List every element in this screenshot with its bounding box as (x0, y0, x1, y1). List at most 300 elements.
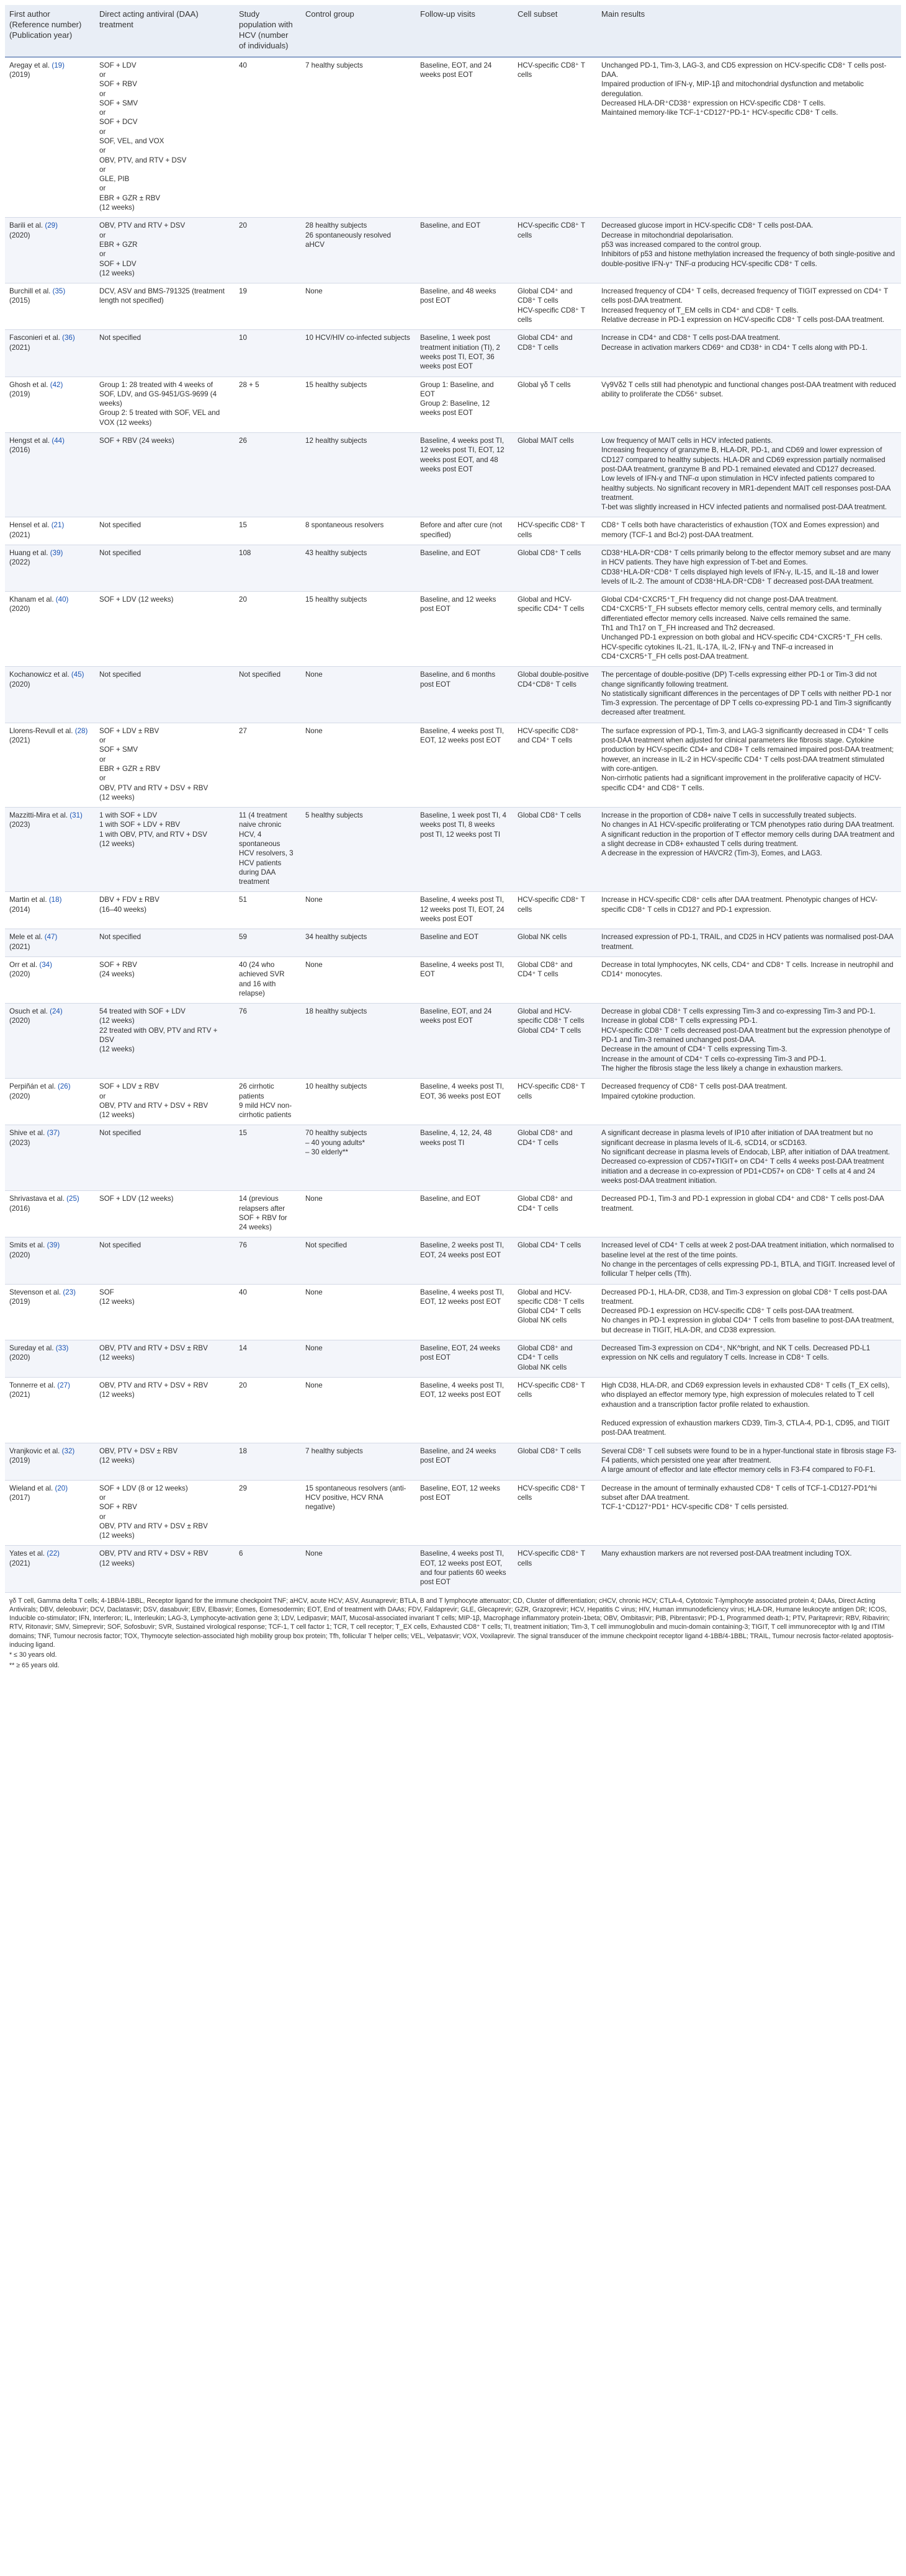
cell-main-results: Increased expression of PD-1, TRAIL, and CD25 in HCV patients was normalised post-DAA treatment. (597, 929, 901, 957)
author-name: Sureday et al. (9, 1344, 54, 1353)
table-body (5, 57, 901, 1592)
cell-author (5, 1191, 95, 1237)
reference-link[interactable]: (32) (61, 1446, 75, 1455)
author-name: Kochanowicz et al. (9, 671, 70, 679)
table-row (5, 377, 901, 432)
cell-author (5, 1377, 95, 1443)
table-row (5, 667, 901, 723)
cell-cell-subset: HCV-specific CD8⁺ and CD4⁺ T cells (513, 723, 597, 807)
reference-link[interactable]: (42) (50, 380, 63, 389)
publication-year: (2019) (9, 1297, 30, 1306)
footnote: ** ≥ 65 years old. (9, 1661, 60, 1669)
cell-study-population: 76 (235, 1237, 301, 1284)
cell-author (5, 330, 95, 377)
cell-daa-treatment: DBV + FDV ± RBV (16–40 weeks) (95, 892, 235, 929)
reference-link[interactable]: (22) (47, 1549, 60, 1558)
table-row (5, 956, 901, 1003)
cell-follow-up: Baseline, and EOT (416, 545, 513, 591)
cell-control-group: 15 healthy subjects (301, 592, 416, 667)
cell-author (5, 283, 95, 330)
cell-study-population: 40 (235, 1284, 301, 1340)
publication-year: (2021) (9, 1391, 30, 1399)
cell-author (5, 1443, 95, 1480)
cell-daa-treatment: Not specified (95, 1125, 235, 1191)
table-row (5, 1480, 901, 1546)
author-name: Ghosh et al. (9, 380, 48, 389)
author-name: Osuch et al. (9, 1007, 48, 1016)
column-header-author: First author (Reference number) (Publication year) (5, 5, 95, 57)
publication-year: (2023) (9, 821, 30, 829)
cell-author (5, 929, 95, 957)
publication-year: (2021) (9, 736, 30, 745)
reference-link[interactable]: (33) (55, 1344, 69, 1353)
cell-follow-up: Baseline, 4, 12, 24, 48 weeks post TI (416, 1125, 513, 1191)
table-container (5, 0, 901, 1670)
cell-follow-up: Baseline, 2 weeks post TI, EOT, 24 weeks post EOT (416, 1237, 513, 1284)
cell-main-results: The percentage of double-positive (DP) T-cells expressing either PD-1 or Tim-3 did not change significantly following treatment. No statistically significant differences in the percentages of DP T cells with neither PD-1 nor Tim-3 expression. The percentage of DP T cells co-expressing PD-1 and Tim-3 significantly decreased after treatment. (597, 667, 901, 723)
table-row (5, 1237, 901, 1284)
publication-year: (2019) (9, 390, 30, 398)
cell-author (5, 956, 95, 1003)
cell-cell-subset: Global double-positive CD4⁺CD8⁺ T cells (513, 667, 597, 723)
author-name: Burchill et al. (9, 287, 51, 296)
cell-study-population: 108 (235, 545, 301, 591)
cell-control-group: 18 healthy subjects (301, 1004, 416, 1079)
publication-year: (2019) (9, 1456, 30, 1465)
author-name: Llorens-Revull et al. (9, 726, 73, 735)
cell-follow-up: Baseline, and 12 weeks post EOT (416, 592, 513, 667)
publication-year: (2020) (9, 1017, 30, 1025)
cell-main-results: Increased level of CD4⁺ T cells at week 2 post-DAA treatment initiation, which normalised to baseline level at the rest of the time points. No change in the percentages of cells expressing PD-1, BTLA, and TIGIT. Increased level of follicular T helper cells (Tfh). (597, 1237, 901, 1284)
cell-control-group: None (301, 1284, 416, 1340)
publication-year: (2023) (9, 1138, 30, 1147)
author-name: Hensel et al. (9, 521, 50, 530)
cell-author (5, 57, 95, 218)
cell-follow-up: Baseline and EOT (416, 929, 513, 957)
cell-study-population: 40 (235, 57, 301, 218)
cell-study-population: 76 (235, 1004, 301, 1079)
table-row (5, 218, 901, 283)
reference-link[interactable]: (27) (57, 1381, 70, 1389)
cell-control-group: 43 healthy subjects (301, 545, 416, 591)
cell-daa-treatment: SOF + LDV (8 or 12 weeks) or SOF + RBV or OBV, PTV and RTV + DSV ± RBV (12 weeks) (95, 1480, 235, 1546)
cell-follow-up: Baseline, EOT, and 24 weeks post EOT (416, 57, 513, 218)
cell-control-group: 28 healthy subjects 26 spontaneously resolved aHCV (301, 218, 416, 283)
cell-study-population: 18 (235, 1443, 301, 1480)
column-header-daa: Direct acting antiviral (DAA) treatment (95, 5, 235, 57)
cell-cell-subset: Global CD8⁺ and CD4⁺ T cells (513, 956, 597, 1003)
reference-link[interactable]: (29) (45, 221, 58, 230)
cell-follow-up: Baseline, 1 week post treatment initiation (TI), 2 weeks post TI, EOT, 36 weeks post EOT (416, 330, 513, 377)
cell-follow-up: Baseline, 4 weeks post TI, 12 weeks post TI, EOT, 12 weeks post EOT, and 48 weeks post EOT (416, 433, 513, 517)
cell-control-group: None (301, 723, 416, 807)
author-name: Stevenson et al. (9, 1288, 61, 1296)
author-name: Aregay et al. (9, 61, 50, 69)
cell-cell-subset: HCV-specific CD8⁺ T cells (513, 892, 597, 929)
table-row (5, 1004, 901, 1079)
reference-link[interactable]: (31) (70, 811, 83, 820)
cell-main-results: Low frequency of MAIT cells in HCV infected patients. Increasing frequency of granzyme B, HLA-DR, PD-1, and CD69 and lower expression of CD127 compared to healthy subjects. HLA-DR and CD69 expression partially normalised post-DAA treatment, granzyme B and PD-1 remained elevated and CD127 decreased. Low levels of IFN-γ and TNF-α upon stimulation in HCV infected patients compared to healthy subjects. No significant recovery in MR1-dependent MAIT cell responses post-DAA treatment. T-bet was slightly increased in HCV infected patients and normalised post-DAA treatment. (597, 433, 901, 517)
cell-author (5, 1004, 95, 1079)
cell-author (5, 545, 95, 591)
cell-daa-treatment: OBV, PTV and RTV + DSV or EBR + GZR or SOF + LDV (12 weeks) (95, 218, 235, 283)
author-name: Mazzitti-Mira et al. (9, 811, 68, 820)
cell-main-results: Vγ9Vδ2 T cells still had phenotypic and functional changes post-DAA treatment with reduced ability to proliferate the CD56⁺ subset. (597, 377, 901, 432)
table-row (5, 1191, 901, 1237)
cell-study-population: 20 (235, 1377, 301, 1443)
column-header-followup: Follow-up visits (416, 5, 513, 57)
cell-follow-up: Baseline, 4 weeks post TI, EOT, 12 weeks post EOT (416, 1284, 513, 1340)
author-name: Tonnerre et al. (9, 1381, 56, 1389)
author-name: Shrivastava et al. (9, 1195, 65, 1203)
table-row (5, 808, 901, 892)
cell-main-results: High CD38, HLA-DR, and CD69 expression levels in exhausted CD8⁺ T cells (T_EX cells), who displayed an effector memory type, high expression of molecules related to T cell exhaustion and a transcription factor profile related to exhaustion. Reduced expression of exhaustion markers CD39, Tim-3, CTLA-4, PD-1, CD95, and TIGIT post-DAA treatment. (597, 1377, 901, 1443)
table-row (5, 592, 901, 667)
table-row (5, 545, 901, 591)
author-name: Huang et al. (9, 548, 48, 557)
cell-daa-treatment: SOF + LDV ± RBV or SOF + SMV or EBR + GZR ± RBV or OBV, PTV and RTV + DSV + RBV (12 weeks) (95, 723, 235, 807)
author-name: Martin et al. (9, 896, 47, 904)
cell-author (5, 723, 95, 807)
reference-link[interactable]: (25) (66, 1195, 79, 1203)
cell-control-group: 70 healthy subjects – 40 young adults* – 30 elderly** (301, 1125, 416, 1191)
table-row (5, 1340, 901, 1378)
cell-daa-treatment: SOF + LDV ± RBV or OBV, PTV and RTV + DSV + RBV (12 weeks) (95, 1079, 235, 1125)
author-name: Fasconieri et al. (9, 334, 60, 342)
cell-control-group: None (301, 1191, 416, 1237)
cell-daa-treatment: OBV, PTV + DSV ± RBV (12 weeks) (95, 1443, 235, 1480)
reference-link[interactable]: (37) (47, 1129, 60, 1138)
publication-year: (2020) (9, 605, 30, 613)
cell-study-population: 40 (24 who achieved SVR and 16 with relapse) (235, 956, 301, 1003)
publication-year: (2020) (9, 1092, 30, 1100)
cell-study-population: 6 (235, 1546, 301, 1592)
reference-link[interactable]: (26) (58, 1082, 71, 1091)
cell-study-population: 28 + 5 (235, 377, 301, 432)
cell-study-population: 20 (235, 592, 301, 667)
reference-link[interactable]: (24) (50, 1007, 63, 1016)
cell-author (5, 1284, 95, 1340)
cell-control-group: 34 healthy subjects (301, 929, 416, 957)
cell-author (5, 433, 95, 517)
table-header-row (5, 5, 901, 57)
cell-author (5, 1480, 95, 1546)
publication-year: (2021) (9, 1559, 30, 1567)
table-row (5, 1377, 901, 1443)
cell-main-results: Decreased glucose import in HCV-specific CD8⁺ T cells post-DAA. Decrease in mitochondrial depolarisation. p53 was increased compared to the control group. Inhibitors of p53 and histone methylation increased the frequency of both single-positive and double-positive IFN-γ⁺ TNF-α producing HCV-specific CD8⁺ T cells. (597, 218, 901, 283)
cell-author (5, 592, 95, 667)
cell-cell-subset: HCV-specific CD8⁺ T cells (513, 517, 597, 545)
publication-year: (2019) (9, 70, 30, 79)
cell-cell-subset: Global CD8⁺ and CD4⁺ T cells (513, 1191, 597, 1237)
cell-author (5, 1340, 95, 1378)
author-name: Yates et al. (9, 1549, 45, 1558)
cell-study-population: 10 (235, 330, 301, 377)
cell-study-population: 15 (235, 1125, 301, 1191)
cell-author (5, 1237, 95, 1284)
table-row (5, 433, 901, 517)
table-row (5, 1284, 901, 1340)
table-row (5, 929, 901, 957)
cell-study-population: 26 cirrhotic patients 9 mild HCV non-cirrhotic patients (235, 1079, 301, 1125)
cell-daa-treatment: Not specified (95, 545, 235, 591)
cell-author (5, 1125, 95, 1191)
cell-daa-treatment: Not specified (95, 929, 235, 957)
cell-daa-treatment: SOF + RBV (24 weeks) (95, 956, 235, 1003)
table-row (5, 1443, 901, 1480)
cell-cell-subset: Global CD8⁺ T cells (513, 808, 597, 892)
cell-main-results: Several CD8⁺ T cell subsets were found to be in a hyper-functional state in fibrosis stage F3-F4 patients, which persisted one year after treatment. A large amount of effector and late effector memory cells in F3-F4 compared to F0-F1. (597, 1443, 901, 1480)
cell-daa-treatment: SOF + LDV (12 weeks) (95, 592, 235, 667)
cell-control-group: None (301, 1546, 416, 1592)
cell-control-group: 10 HCV/HIV co-infected subjects (301, 330, 416, 377)
cell-main-results: CD38⁺HLA-DR⁺CD8⁺ T cells primarily belong to the effector memory subset and are many in HCV patients. They have high expression of T-bet and Eomes. CD38⁺HLA-DR⁺CD8⁺ T cells displayed high levels of IFN-γ, IL-15, and IL-18 and lower levels of IL-2. The amount of CD38⁺HLA-DR⁺CD8⁺ T decreased post-DAA treatment. (597, 545, 901, 591)
table-footnotes (5, 1593, 901, 1670)
cell-control-group: None (301, 1340, 416, 1378)
cell-main-results: Increase in HCV-specific CD8⁺ cells after DAA treatment. Phenotypic changes of HCV-specific CD8⁺ T cells in CD127 and PD-1 expression. (597, 892, 901, 929)
cell-control-group: 12 healthy subjects (301, 433, 416, 517)
cell-study-population: 14 (previous relapsers after SOF + RBV for 24 weeks) (235, 1191, 301, 1237)
cell-main-results: Many exhaustion markers are not reversed post-DAA treatment including TOX. (597, 1546, 901, 1592)
reference-link[interactable]: (35) (52, 287, 66, 296)
cell-daa-treatment: Group 1: 28 treated with 4 weeks of SOF, LDV, and GS-9451/GS-9699 (4 weeks) Group 2: 5 treated with SOF, VEL and VOX (12 weeks) (95, 377, 235, 432)
publication-year: (2020) (9, 680, 30, 689)
cell-follow-up: Baseline, EOT, 12 weeks post EOT (416, 1480, 513, 1546)
author-name: Barili et al. (9, 221, 43, 230)
author-name: Shive et al. (9, 1129, 45, 1138)
cell-main-results: Global CD4⁺CXCR5⁺T_FH frequency did not change post-DAA treatment. CD4⁺CXCR5⁺T_FH subsets effector memory cells, central memory cells, and terminally differentiated effector memory cells increased. Naive cells remained the same. Th1 and Th17 on T_FH increased and Th2 decreased. Unchanged PD-1 expression on both global and HCV-specific CD4⁺CXCR5⁺T_FH cells. HCV-specific cytokines IL-21, IL-17A, IL-2, IFN-γ and TNF-α increased in CD4⁺CXCR5⁺T_FH cells post-DAA treatment. (597, 592, 901, 667)
cell-control-group: Not specified (301, 1237, 416, 1284)
author-name: Orr et al. (9, 960, 38, 969)
cell-follow-up: Baseline, 4 weeks post TI, EOT, 36 weeks post EOT (416, 1079, 513, 1125)
cell-study-population: 19 (235, 283, 301, 330)
cell-cell-subset: HCV-specific CD8⁺ T cells (513, 1377, 597, 1443)
cell-main-results: Increase in the proportion of CD8+ naive T cells in successfully treated subjects. No changes in A1 HCV-specific proliferating or TCM phenotypes ratio during DAA treatment. A significant reduction in the proportion of T effector memory cells during DAA treatment and a slight decrease in CD8+ exhausted T cells during treatment. A decrease in the expression of HAVCR2 (Tim-3), Eomes, and LAG3. (597, 808, 901, 892)
cell-daa-treatment: OBV, PTV and RTV + DSV + RBV (12 weeks) (95, 1377, 235, 1443)
cell-follow-up: Baseline, 1 week post TI, 4 weeks post TI, 8 weeks post TI, 12 weeks post TI (416, 808, 513, 892)
reference-link[interactable]: (19) (52, 61, 65, 69)
reference-link[interactable]: (45) (71, 671, 84, 679)
cell-study-population: 15 (235, 517, 301, 545)
reference-link[interactable]: (21) (51, 521, 65, 530)
cell-cell-subset: Global CD8⁺ and CD4⁺ T cells (513, 1125, 597, 1191)
cell-cell-subset: HCV-specific CD8⁺ T cells (513, 218, 597, 283)
column-header-control: Control group (301, 5, 416, 57)
cell-cell-subset: Global CD4⁺ and CD8⁺ T cells (513, 330, 597, 377)
table-row (5, 723, 901, 807)
cell-follow-up: Group 1: Baseline, and EOT Group 2: Baseline, 12 weeks post EOT (416, 377, 513, 432)
cell-study-population: 29 (235, 1480, 301, 1546)
cell-cell-subset: Global and HCV-specific CD4⁺ T cells (513, 592, 597, 667)
reference-link[interactable]: (34) (39, 960, 52, 969)
table-row (5, 283, 901, 330)
cell-main-results: Decreased PD-1, Tim-3 and PD-1 expression in global CD4⁺ and CD8⁺ T cells post-DAA treatment. (597, 1191, 901, 1237)
cell-cell-subset: HCV-specific CD8⁺ T cells (513, 57, 597, 218)
cell-daa-treatment: OBV, PTV and RTV + DSV ± RBV (12 weeks) (95, 1340, 235, 1378)
table-row (5, 57, 901, 218)
cell-control-group: 15 healthy subjects (301, 377, 416, 432)
cell-main-results: Increase in CD4⁺ and CD8⁺ T cells post-DAA treatment. Decrease in activation markers CD69⁺ and CD38⁺ in CD4⁺ T cells along with PD-1. (597, 330, 901, 377)
cell-daa-treatment: SOF + LDV or SOF + RBV or SOF + SMV or SOF + DCV or SOF, VEL, and VOX or OBV, PTV, and RTV + DSV or GLE, PIB or EBR + GZR ± RBV (12 weeks) (95, 57, 235, 218)
cell-control-group: 10 healthy subjects (301, 1079, 416, 1125)
cell-control-group: 8 spontaneous resolvers (301, 517, 416, 545)
cell-main-results: Increased frequency of CD4⁺ T cells, decreased frequency of TIGIT expressed on CD4⁺ T cells post-DAA treatment. Increased frequency of T_EM cells in CD4⁺ and CD8⁺ T cells. Relative decrease in PD-1 expression on HCV-specific CD8⁺ T cells post-DAA treatment. (597, 283, 901, 330)
cell-cell-subset: Global MAIT cells (513, 433, 597, 517)
cell-study-population: 11 (4 treatment naive chronic HCV, 4 spontaneous HCV resolvers, 3 HCV patients during DAA treatment (235, 808, 301, 892)
publication-year: (2020) (9, 970, 30, 979)
cell-follow-up: Baseline, 4 weeks post TI, EOT, 12 weeks post EOT, and four patients 60 weeks post EOT (416, 1546, 513, 1592)
cell-main-results: Decrease in the amount of terminally exhausted CD8⁺ T cells of TCF-1-CD127-PD1^hi subset after DAA treatment. TCF-1⁺CD127⁺PD1⁺ HCV-specific CD8⁺ T cells persisted. (597, 1480, 901, 1546)
cell-study-population: 20 (235, 218, 301, 283)
cell-cell-subset: Global CD4⁺ and CD8⁺ T cells HCV-specific CD8⁺ T cells (513, 283, 597, 330)
cell-main-results: Unchanged PD-1, Tim-3, LAG-3, and CD5 expression on HCV-specific CD8⁺ T cells post-DAA. Impaired production of IFN-γ, MIP-1β and mitochondrial dysfunction and metabolic deregulation. Decreased HLA-DR⁺CD38⁺ expression on HCV-specific CD8⁺ T cells. Maintained memory-like TCF-1⁺CD127⁺PD-1⁺ HCV-specific CD8⁺ T cells. (597, 57, 901, 218)
cell-author (5, 377, 95, 432)
cell-main-results: Decrease in global CD8⁺ T cells expressing Tim-3 and co-expressing Tim-3 and PD-1. Increase in global CD8⁺ T cells expressing PD-1. HCV-specific CD8⁺ T cells decreased post-DAA treatment but the expression phenotype of PD-1 and Tim-3 remained unchanged post-DAA. Decrease in the amount of CD4⁺ T cells expressing Tim-3. Increase in the amount of CD4⁺ T cells co-expressing Tim-3 and PD-1. The higher the fibrosis stage the less likely a change in exhaustion markers. (597, 1004, 901, 1079)
author-name: Perpiñán et al. (9, 1082, 56, 1091)
cell-follow-up: Baseline, and EOT (416, 218, 513, 283)
reference-link[interactable]: (28) (74, 726, 88, 735)
publication-year: (2020) (9, 1353, 30, 1362)
footnote: * ≤ 30 years old. (9, 1651, 57, 1659)
cell-follow-up: Baseline, and 24 weeks post EOT (416, 1443, 513, 1480)
cell-control-group: 5 healthy subjects (301, 808, 416, 892)
cell-cell-subset: Global and HCV-specific CD8⁺ T cells Global CD4⁺ T cells Global NK cells (513, 1284, 597, 1340)
table-row (5, 892, 901, 929)
cell-control-group: 7 healthy subjects (301, 57, 416, 218)
cell-daa-treatment: SOF + LDV (12 weeks) (95, 1191, 235, 1237)
cell-daa-treatment: DCV, ASV and BMS-791325 (treatment length not specified) (95, 283, 235, 330)
publication-year: (2016) (9, 446, 30, 455)
cell-follow-up: Baseline, 4 weeks post TI, EOT, 12 weeks post EOT (416, 1377, 513, 1443)
publication-year: (2014) (9, 905, 30, 914)
cell-main-results: The surface expression of PD-1, Tim-3, and LAG-3 significantly decreased in CD4⁺ T cells post-DAA treatment when adjusted for clinical parameters like fibrosis stage. Cytokine production by HCV-specific CD4+ and CD8+ T cells remained impaired post-DAA treatment; however, an increase in IL-2 in HCV-specific CD4⁺ T cells post-DAA treatment stimulated with core-antigen. Non-cirrhotic patients had a significant improvement in the proliferative capacity of HCV-specific CD4⁺ and CD8⁺ T cells. (597, 723, 901, 807)
reference-link[interactable]: (36) (62, 334, 75, 342)
cell-main-results: CD8⁺ T cells both have characteristics of exhaustion (TOX and Eomes expression) and memory (TCF-1 and Bcl-2) post-DAA treatment. (597, 517, 901, 545)
cell-main-results: Decrease in total lymphocytes, NK cells, CD4⁺ and CD8⁺ T cells. Increase in neutrophil and CD14⁺ monocytes. (597, 956, 901, 1003)
cell-follow-up: Baseline, EOT, 24 weeks post EOT (416, 1340, 513, 1378)
cell-main-results: Decreased frequency of CD8⁺ T cells post-DAA treatment. Impaired cytokine production. (597, 1079, 901, 1125)
cell-control-group: 15 spontaneous resolvers (anti-HCV positive, HCV RNA negative) (301, 1480, 416, 1546)
column-header-population: Study population with HCV (number of individuals) (235, 5, 301, 57)
cell-cell-subset: HCV-specific CD8⁺ T cells (513, 1079, 597, 1125)
cell-control-group: None (301, 956, 416, 1003)
reference-link[interactable]: (23) (63, 1288, 76, 1296)
cell-author (5, 1546, 95, 1592)
publication-year: (2015) (9, 296, 30, 305)
author-name: Mele et al. (9, 933, 43, 942)
publication-year: (2022) (9, 558, 30, 567)
cell-author (5, 1079, 95, 1125)
author-name: Khanam et al. (9, 595, 54, 604)
cell-control-group: None (301, 1377, 416, 1443)
cell-follow-up: Baseline, EOT, and 24 weeks post EOT (416, 1004, 513, 1079)
cell-follow-up: Baseline, 4 weeks post TI, EOT (416, 956, 513, 1003)
footnote: γδ T cell, Gamma delta T cells; 4-1BB/4-1BBL, Receptor ligand for the immune checkpoint TNF; aHCV, acute HCV; ASV, Asunaprevir; BTLA, B and T lymphocyte attenuator; CD, Cluster of differentiation; cHCV, chronic HCV; CTLA-4, Cytotoxic T-lymphocyte associated protein 4; DAAs, Direct Acting Antivirals; DBV, deleobuvir; DCV, Daclatasvir; DSV, dasabuvir; EBV, Elbasvir; Eomes, Eomesodermin; EOT, End of treatment with DAAs; FDV, Faldaprevir; GLE, Glecaprevir; GZR, Grazoprevir; HCV, Hepatitis C virus; HIV, Human immunodeficiency virus; HLA-DR, Humane leukocyte antigen DR; ICOS, Inducible co-stimulator; IFN, Interferon; IL, Interleukin; LAG-3, Lymphocyte-activation gene 3; LDV, Ledipasvir; MAIT, Mucosal-associated invariant T cells; MIP-1β, Macrophage inflammatory protein-1beta; OBV, Ombitasvir; PIB, Pibrentasvir; PD-1, Programmed death-1; PTV, Paritaprevir; RBV, Ribavirin; RTV, Ritonavir; SMV, Simeprevir; SOF, Sofosbuvir; SVR, Sustained virological response; TCF-1, T cell factor 1; TCR, T cell receptor; T_EX cells, Exhausted CD8⁺ T cells; TI, treatment initiation; Tim-3, T cell immunoglobulin and mucin-domain containing-3; TIGIT, T cell immunoreceptor with Ig and ITIM domains; TNF, Tumour necrosis factor; TOX, Thymocyte selection-associated high mobility group box protein; Tfh, follicular T helper cells; VEL, Velpatasvir; VOX, Voxilaprevir. The signal transducer of the immune checkpoint receptor ligand 4-1BB/4-1BBL; TRAIL, Tumour necrosis factor-related apoptosis-inducing ligand. (9, 1597, 894, 1649)
cell-control-group: None (301, 283, 416, 330)
reference-link[interactable]: (39) (50, 548, 63, 557)
reference-link[interactable]: (39) (47, 1241, 60, 1250)
cell-daa-treatment: Not specified (95, 667, 235, 723)
cell-follow-up: Baseline, and 48 weeks post EOT (416, 283, 513, 330)
cell-daa-treatment: SOF (12 weeks) (95, 1284, 235, 1340)
cell-daa-treatment: Not specified (95, 1237, 235, 1284)
cell-study-population: 27 (235, 723, 301, 807)
author-name: Wieland et al. (9, 1484, 53, 1492)
table-row (5, 517, 901, 545)
cell-main-results: Decreased Tim-3 expression on CD4⁺, NK^bright, and NK T cells. Decreased PD-L1 expression on NK cells and regulatory T cells. Increase in CD8⁺ T cells. (597, 1340, 901, 1378)
reference-link[interactable]: (18) (48, 896, 62, 904)
cell-cell-subset: Global and HCV-specific CD8⁺ T cells Global CD4⁺ T cells (513, 1004, 597, 1079)
cell-follow-up: Before and after cure (not specified) (416, 517, 513, 545)
cell-control-group: 7 healthy subjects (301, 1443, 416, 1480)
cell-author (5, 667, 95, 723)
cell-study-population: 59 (235, 929, 301, 957)
author-name: Smits et al. (9, 1241, 45, 1250)
cell-cell-subset: Global γδ T cells (513, 377, 597, 432)
reference-link[interactable]: (40) (55, 595, 69, 604)
cell-daa-treatment: 54 treated with SOF + LDV (12 weeks) 22 treated with OBV, PTV and RTV + DSV (12 weeks) (95, 1004, 235, 1079)
table-row (5, 330, 901, 377)
cell-cell-subset: Global CD8⁺ and CD4⁺ T cells Global NK cells (513, 1340, 597, 1378)
publication-year: (2021) (9, 343, 30, 352)
author-name: Hengst et al. (9, 437, 50, 445)
cell-cell-subset: Global NK cells (513, 929, 597, 957)
cell-study-population: 26 (235, 433, 301, 517)
publication-year: (2020) (9, 231, 30, 239)
cell-cell-subset: HCV-specific CD8⁺ T cells (513, 1480, 597, 1546)
cell-follow-up: Baseline, 4 weeks post TI, EOT, 12 weeks post EOT (416, 723, 513, 807)
author-name: Vranjkovic et al. (9, 1446, 60, 1455)
cell-main-results: Decreased PD-1, HLA-DR, CD38, and Tim-3 expression on global CD8⁺ T cells post-DAA treatment. Decreased PD-1 expression on HCV-specific CD8⁺ T cells post-DAA treatment. No changes in PD-1 expression in global CD4⁺ T cells from baseline to post-DAA treatment, but decrease in TIGIT, HLA-DR, and CD38 expression. (597, 1284, 901, 1340)
cell-cell-subset: Global CD8⁺ T cells (513, 1443, 597, 1480)
reference-link[interactable]: (44) (52, 437, 65, 445)
cell-daa-treatment: Not specified (95, 517, 235, 545)
cell-author (5, 517, 95, 545)
results-table (5, 5, 901, 1593)
cell-daa-treatment: 1 with SOF + LDV 1 with SOF + LDV + RBV 1 with OBV, PTV, and RTV + DSV (12 weeks) (95, 808, 235, 892)
publication-year: (2021) (9, 942, 30, 951)
cell-cell-subset: HCV-specific CD8⁺ T cells (513, 1546, 597, 1592)
cell-author (5, 808, 95, 892)
cell-follow-up: Baseline, 4 weeks post TI, 12 weeks post TI, EOT, 24 weeks post EOT (416, 892, 513, 929)
table-row (5, 1125, 901, 1191)
table-row (5, 1546, 901, 1592)
cell-author (5, 892, 95, 929)
cell-follow-up: Baseline, and 6 months post EOT (416, 667, 513, 723)
cell-author (5, 218, 95, 283)
publication-year: (2017) (9, 1493, 30, 1502)
column-header-results: Main results (597, 5, 901, 57)
cell-control-group: None (301, 892, 416, 929)
cell-main-results: A significant decrease in plasma levels of IP10 after initiation of DAA treatment but no significant decrease in plasma levels of IL-6, sCD14, or sCD163. No significant decrease in plasma levels of Endocab, LBP, after initiation of DAA treatment. Decreased co-expression of CD57+TIGIT+ on CD4⁺ T cells 4 weeks post-DAA treatment initiation and a decrease in co-expression of PD1+CD57+ on CD8⁺ T cells at 4 and 24 weeks post-DAA treatment initiation. (597, 1125, 901, 1191)
cell-control-group: None (301, 667, 416, 723)
cell-study-population: 51 (235, 892, 301, 929)
cell-study-population: Not specified (235, 667, 301, 723)
cell-follow-up: Baseline, and EOT (416, 1191, 513, 1237)
column-header-cell-subset: Cell subset (513, 5, 597, 57)
cell-study-population: 14 (235, 1340, 301, 1378)
cell-cell-subset: Global CD4⁺ T cells (513, 1237, 597, 1284)
cell-daa-treatment: SOF + RBV (24 weeks) (95, 433, 235, 517)
publication-year: (2016) (9, 1204, 30, 1213)
cell-daa-treatment: Not specified (95, 330, 235, 377)
reference-link[interactable]: (20) (55, 1484, 68, 1492)
cell-cell-subset: Global CD8⁺ T cells (513, 545, 597, 591)
publication-year: (2021) (9, 530, 30, 539)
table-row (5, 1079, 901, 1125)
reference-link[interactable]: (47) (44, 933, 58, 942)
cell-daa-treatment: OBV, PTV and RTV + DSV + RBV (12 weeks) (95, 1546, 235, 1592)
